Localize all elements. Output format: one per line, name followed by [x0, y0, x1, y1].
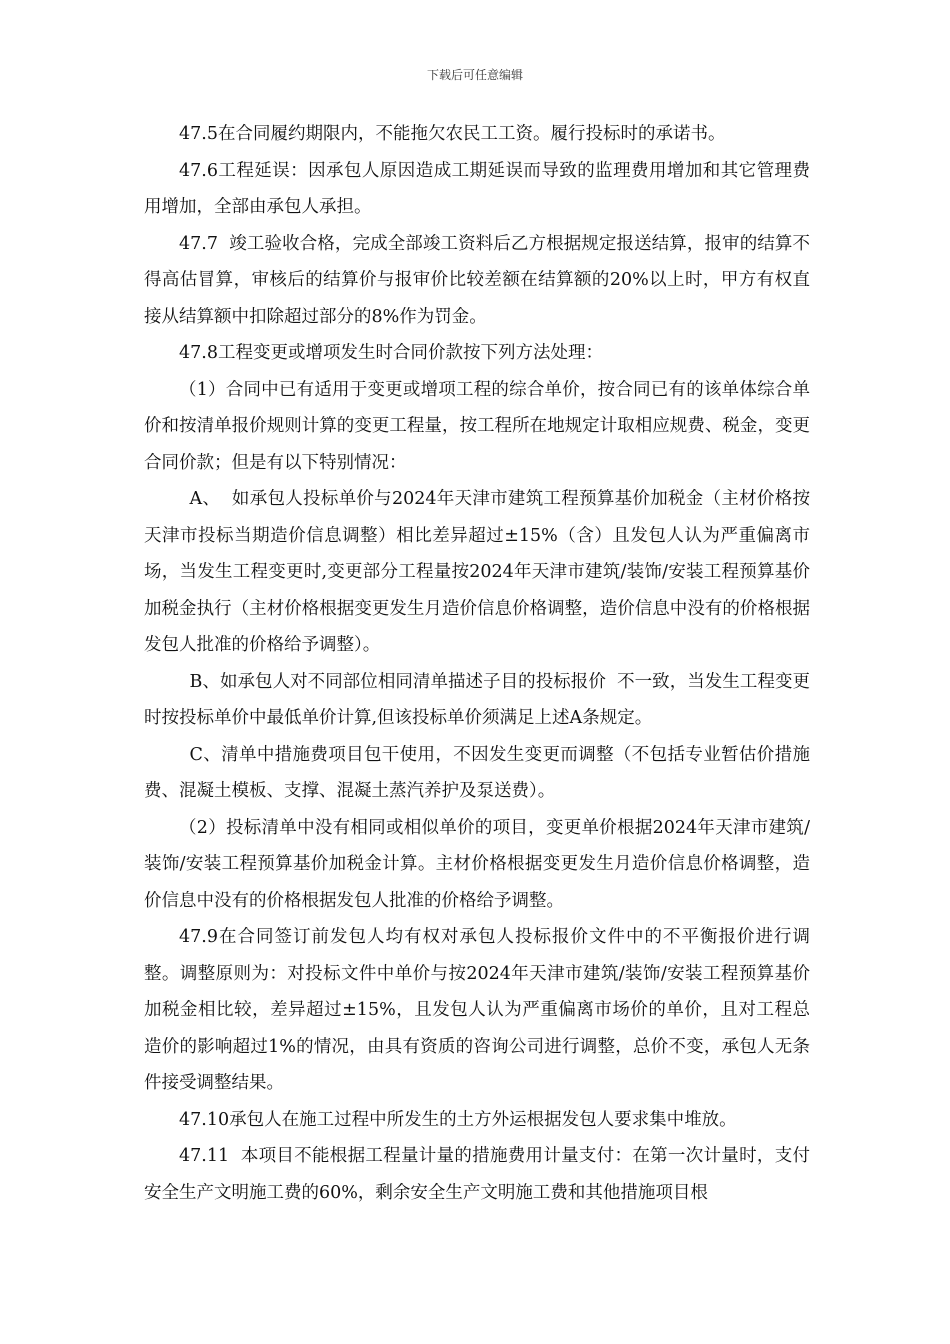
- page-header-note: 下载后可任意编辑: [426, 68, 523, 82]
- paragraph-47-8-item-1-b: B、如承包人对不同部位相同清单描述子目的投标报价 不一致，当发生工程变更时按投标单价中最低单价计算,但该投标单价须满足上述A条规定。: [144, 671, 810, 728]
- paragraph-47-7: 47.7 竣工验收合格，完成全部竣工资料后乙方根据规定报送结算，报审的结算不得高估冒算，审核后的结算价与报审价比较差额在结算额的20%以上时，甲方有权直接从结算额中扣除超过部分的8%作为罚金。: [144, 233, 810, 327]
- paragraph-47-10: 47.10承包人在施工过程中所发生的土方外运根据发包人要求集中堆放。: [179, 1109, 737, 1130]
- paragraph-47-8-item-1: （1）合同中已有适用于变更或增项工程的综合单价，按合同已有的该单体综合单价和按清单报价规则计算的变更工程量，按工程所在地规定计取相应规费、税金，变更合同价款；但是有以下特别情况：: [144, 379, 810, 473]
- paragraph-47-6: 47.6工程延误：因承包人原因造成工期延误而导致的监理费用增加和其它管理费用增加，全部由承包人承担。: [144, 160, 810, 217]
- paragraph-47-8-item-2: （2）投标清单中没有相同或相似单价的项目，变更单价根据2024年天津市建筑/装饰/安装工程预算基价加税金计算。主材价格根据变更发生月造价信息价格调整，造价信息中没有的价格根据发包人批准的价格给予调整。: [144, 817, 810, 911]
- paragraph-47-8: 47.8工程变更或增项发生时合同价款按下列方法处理：: [179, 343, 603, 363]
- document-body: [144, 116, 810, 1211]
- paragraph-47-8-item-1-c: C、清单中措施费项目包干使用，不因发生变更而调整（不包括专业暂估价措施费、混凝土模板、支撑、混凝土蒸汽养护及泵送费）。: [144, 744, 810, 801]
- paragraph-47-8-item-1-a: A、 如承包人投标单价与2024年天津市建筑工程预算基价加税金（主材价格按天津市投标当期造价信息调整）相比差异超过±15%（含）且发包人认为严重偏离市场，当发生工程变更时,变更部分工程量按2024年天津市建筑/装饰/安装工程预算基价加税金执行（主材价格根据变更发生月造价信息价格调整，造价信息中没有的价格根据发包人批准的价格给予调整）。: [144, 489, 810, 655]
- paragraph-47-11: 47.11 本项目不能根据工程量计量的措施费用计量支付：在第一次计量时，支付安全生产文明施工费的60%，剩余安全生产文明施工费和其他措施项目根: [144, 1146, 810, 1203]
- paragraph-47-9: 47.9在合同签订前发包人均有权对承包人投标报价文件中的不平衡报价进行调整。调整原则为：对投标文件中单价与按2024年天津市建筑/装饰/安装工程预算基价加税金相比较，差异超过±15%，且发包人认为严重偏离市场价的单价，且对工程总造价的影响超过1%的情况，由具有资质的咨询公司进行调整，总价不变，承包人无条件接受调整结果。: [144, 927, 810, 1093]
- paragraph-47-5: 47.5在合同履约期限内，不能拖欠农民工工资。履行投标时的承诺书。: [179, 124, 726, 144]
